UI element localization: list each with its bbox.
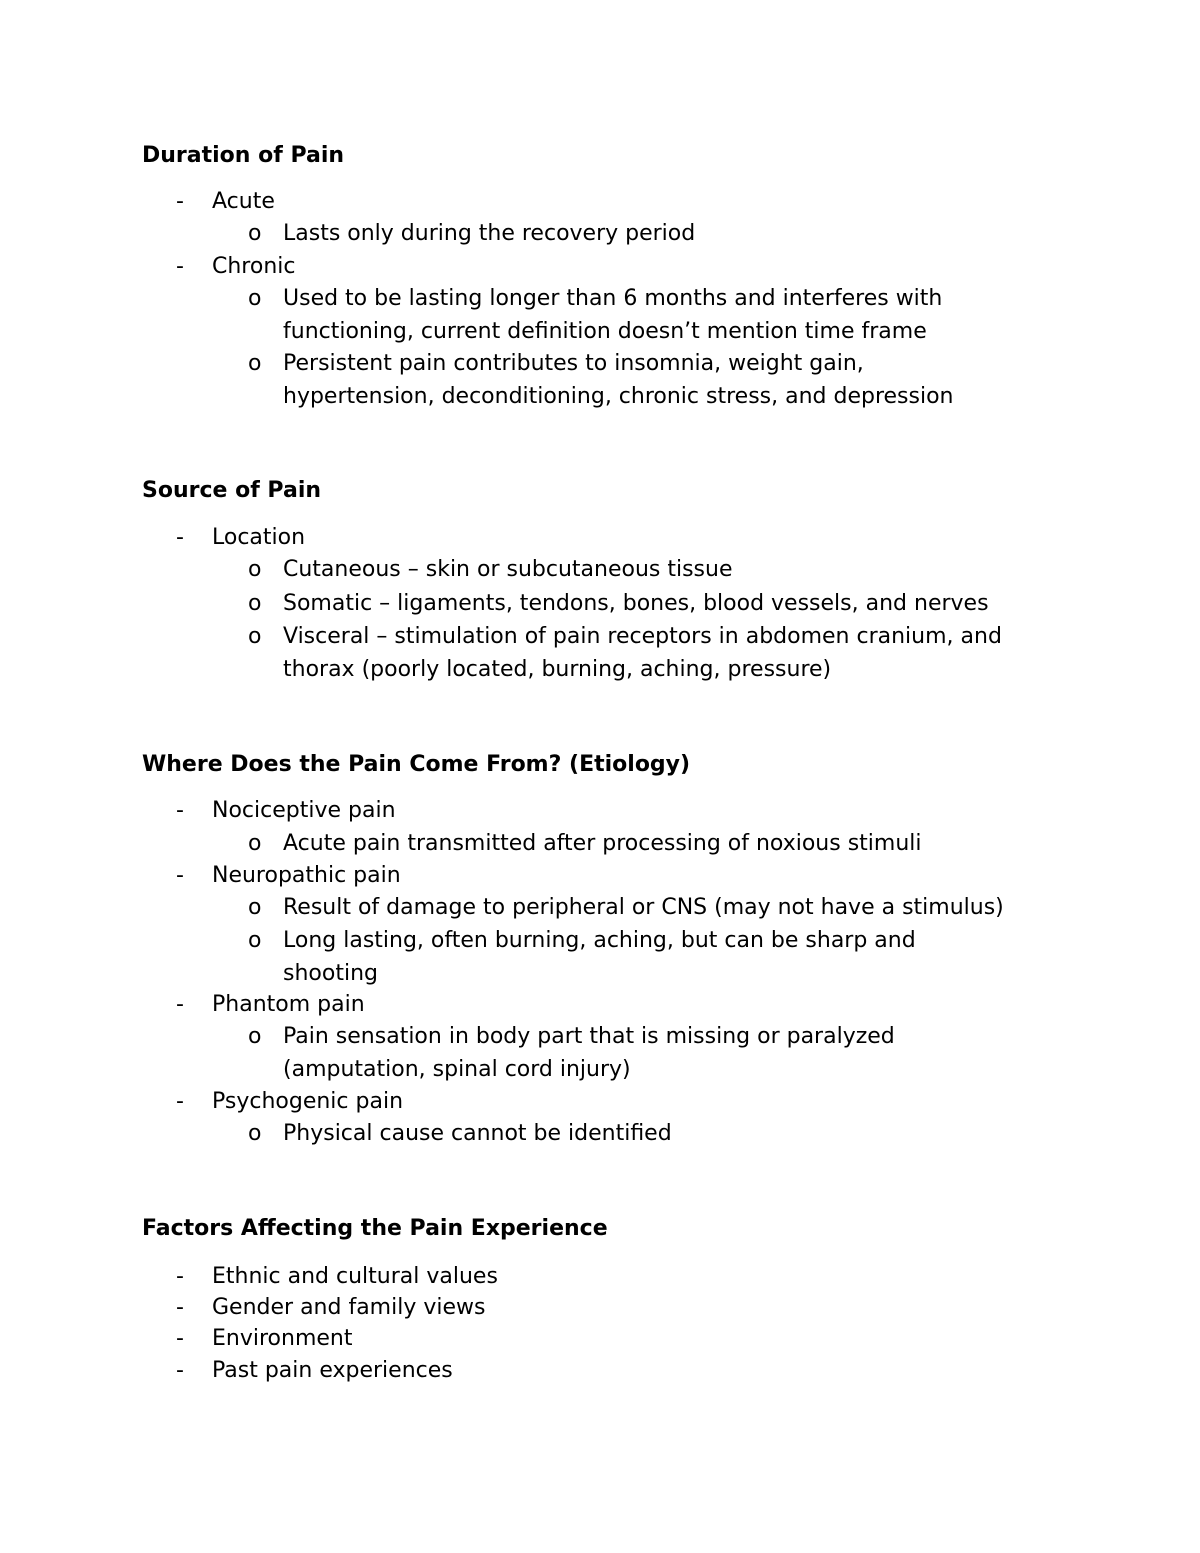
sub-item: Cutaneous – skin or subcutaneous tissue [283,557,733,582]
dash-bullet: - [176,1295,184,1320]
dash-bullet: - [176,254,184,279]
list-item-acute: Acute [212,189,275,214]
circle-bullet: o [248,286,262,311]
dash-bullet: - [176,863,184,888]
dash-bullet: - [176,1326,184,1351]
section-heading-source: Source of Pain [142,478,322,503]
list-item-environment: Environment [212,1326,353,1351]
sub-item: Pain sensation in body part that is missing or paralyzed (amputation, spinal cord injury) [283,1024,895,1082]
circle-bullet: o [248,624,262,649]
circle-bullet: o [248,591,262,616]
list-item-nociceptive: Nociceptive pain [212,798,396,823]
sub-item: Long lasting, often burning, aching, but can be sharp and shooting [283,928,916,986]
dash-bullet: - [176,1264,184,1289]
circle-bullet: o [248,831,262,856]
list-item-gender: Gender and family views [212,1295,486,1320]
list-item-past: Past pain experiences [212,1358,453,1383]
section-heading-duration: Duration of Pain [142,143,345,168]
circle-bullet: o [248,895,262,920]
sub-item: Result of damage to peripheral or CNS (may not have a stimulus) [283,895,1004,920]
list-item-neuropathic: Neuropathic pain [212,863,401,888]
dash-bullet: - [176,798,184,823]
list-item-phantom: Phantom pain [212,992,365,1017]
list-item-psychogenic: Psychogenic pain [212,1089,404,1114]
dash-bullet: - [176,992,184,1017]
sub-item: Persistent pain contributes to insomnia, weight gain, hypertension, deconditioning, chronic stress, and depression [283,351,954,409]
section-heading-factors: Factors Affecting the Pain Experience [142,1216,608,1241]
section-heading-etiology: Where Does the Pain Come From? (Etiology) [142,752,691,777]
circle-bullet: o [248,1024,262,1049]
list-item-ethnic: Ethnic and cultural values [212,1264,498,1289]
circle-bullet: o [248,351,262,376]
dash-bullet: - [176,1358,184,1383]
list-item-chronic: Chronic [212,254,296,279]
circle-bullet: o [248,221,262,246]
circle-bullet: o [248,557,262,582]
sub-item: Acute pain transmitted after processing of noxious stimuli [283,831,922,856]
dash-bullet: - [176,189,184,214]
sub-item: Physical cause cannot be identified [283,1121,672,1146]
sub-item: Visceral – stimulation of pain receptors in abdomen cranium, and thorax (poorly located, burning, aching, pressure) [283,624,1002,682]
sub-item: Lasts only during the recovery period [283,221,696,246]
dash-bullet: - [176,1089,184,1114]
circle-bullet: o [248,928,262,953]
circle-bullet: o [248,1121,262,1146]
list-item-location: Location [212,525,306,550]
sub-item: Used to be lasting longer than 6 months and interferes with functioning, current definition doesn’t mention time frame [283,286,943,344]
sub-item: Somatic – ligaments, tendons, bones, blood vessels, and nerves [283,591,989,616]
dash-bullet: - [176,525,184,550]
